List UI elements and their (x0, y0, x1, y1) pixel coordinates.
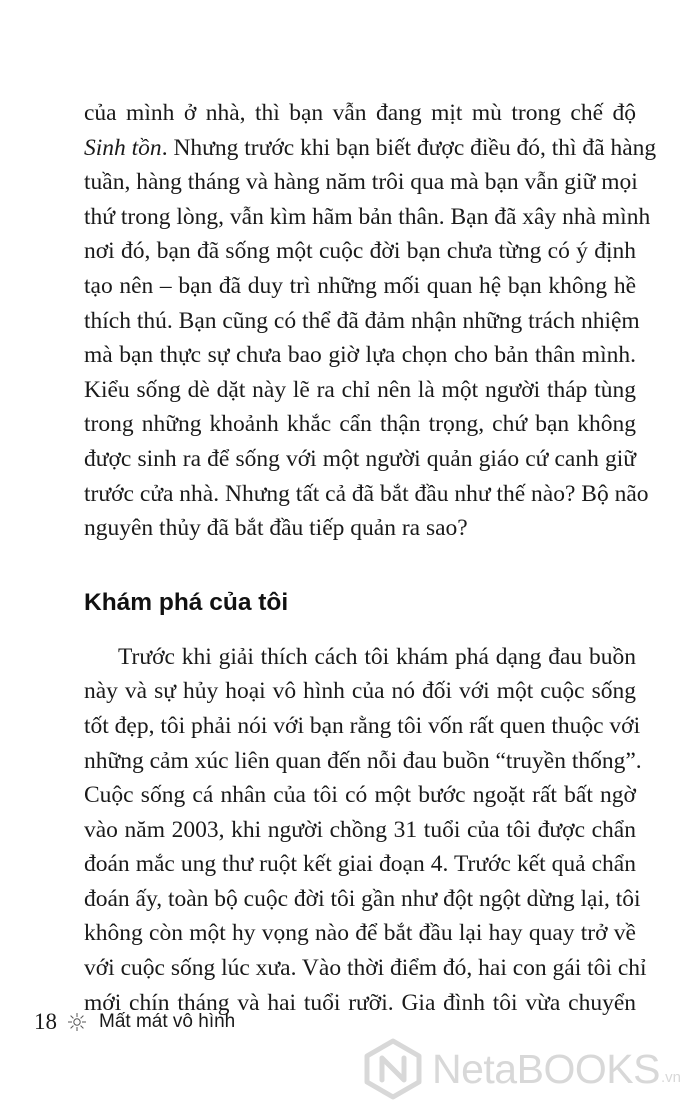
text-line (84, 131, 657, 166)
text-line: không còn một hy vọng nào để bắt đầu lại hay quay trở về (84, 920, 636, 947)
text-line: nơi đó, bạn đã sống một cuộc đời bạn chưa từng có ý định (84, 238, 636, 265)
text-line: mới chín tháng và hai tuổi rưỡi. Gia đình tôi vừa chuyển (84, 989, 636, 1016)
text-line: tạo nên – bạn đã duy trì những mối quan hệ bạn không hề (84, 272, 636, 299)
text-line: Cuộc sống cá nhân của tôi có một bước ngoặt rất bất ngờ (84, 782, 636, 809)
text-line: Trước khi giải thích cách tôi khám phá dạng đau buồn (118, 643, 636, 670)
page-number: 18 (34, 1009, 57, 1034)
text-line: thích thú. Bạn cũng có thể đã đảm nhận những trách nhiệm (84, 307, 640, 334)
text-line-rest: . Nhưng trước khi bạn biết được điều đó, thì đã hàng (161, 134, 657, 161)
watermark-brand: NetaBOOKS (432, 1045, 660, 1092)
text-line: tốt đẹp, tôi phải nói với bạn rằng tôi vốn rất quen thuộc với (84, 712, 641, 739)
text-line: Kiểu sống dè dặt này lẽ ra chỉ nên là một người tháp tùng (84, 376, 636, 403)
text-line: mà bạn thực sự chưa bao giờ lựa chọn cho bản thân mình. (84, 342, 636, 369)
text-line: của mình ở nhà, thì bạn vẫn đang mịt mù trong chế độ (84, 100, 636, 126)
text-line: trước cửa nhà. Nhưng tất cả đã bắt đầu như thế nào? Bộ não (84, 480, 649, 507)
netabooks-logo-icon (362, 1038, 424, 1100)
text-line: này và sự hủy hoại vô hình của nó đối với một cuộc sống (84, 678, 636, 705)
page-footer (34, 1005, 235, 1039)
text-line: trong những khoảnh khắc cẩn thận trọng, chứ bạn không (84, 411, 636, 438)
text-line: vào năm 2003, khi người chồng 31 tuổi của tôi được chẩn (84, 816, 636, 843)
watermark-suffix: .vn (660, 1069, 681, 1086)
text-line: nguyên thủy đã bắt đầu tiếp quản ra sao? (84, 515, 468, 542)
italic-phrase: Sinh tồn (84, 134, 162, 161)
text-line: những cảm xúc liên quan đến nỗi đau buồn “truyền thống”. (84, 747, 642, 774)
text-line: đoán mắc ung thư ruột kết giai đoạn 4. Trước kết quả chẩn (84, 851, 636, 878)
text-line: đoán ấy, toàn bộ cuộc đời tôi gần như đột ngột dừng lại, tôi (84, 885, 641, 912)
text-line: tuần, hàng tháng và hàng năm trôi qua mà bạn vẫn giữ mọi (84, 169, 638, 196)
body-text (84, 96, 657, 1020)
watermark (362, 1034, 696, 1104)
section-heading: Khám phá của tôi (84, 588, 289, 616)
text-line: được sinh ra để sống với một người quản giáo cứ canh giữ (84, 445, 636, 472)
sun-ornament-icon (67, 1012, 87, 1032)
running-title: Mất mát vô hình (99, 1011, 236, 1032)
text-line: với cuộc sống lúc xưa. Vào thời điểm đó, hai con gái tôi chỉ (84, 955, 647, 982)
text-line: thứ trong lòng, vẫn kìm hãm bản thân. Bạn đã xây nhà mình (84, 203, 651, 230)
